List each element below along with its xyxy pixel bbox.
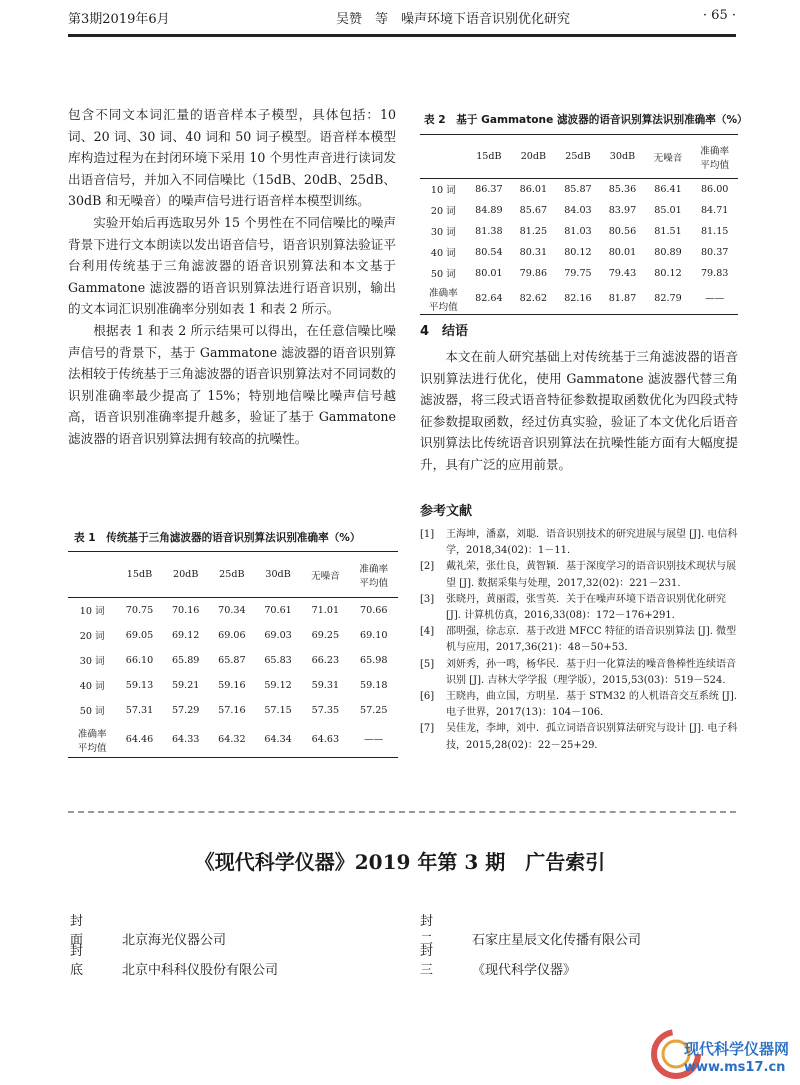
table-cell: 59.31 <box>311 679 340 691</box>
paragraph: 本文在前人研究基础上对传统基于三角滤波器的语音识别算法进行优化，使用 Gammatone 滤波器代替三角滤波器，将三段式语音特征参数提取函数优化为四段式特征参数提取函数，经过仿真实验，验证了本文优化后语音识别算法比传统语音识别算法在抗噪性能方面有大幅度提升，具有广泛的应用前景。 <box>420 349 738 472</box>
table-cell: 81.25 <box>519 225 548 237</box>
table2 <box>420 134 738 315</box>
reference-item <box>420 527 738 559</box>
table-cell: 79.75 <box>564 267 592 279</box>
ad-advertiser: 北京海光仪器公司 <box>122 933 227 948</box>
table-cell: —— <box>705 293 725 305</box>
table-cell: 79.86 <box>519 267 548 279</box>
reference-number: [2] <box>420 561 435 573</box>
row-label: 准确率 平均值 <box>77 728 107 754</box>
table-cell: 84.71 <box>700 204 729 216</box>
table-cell: 69.03 <box>264 629 292 641</box>
reference-item <box>420 689 738 721</box>
table-cell: 80.56 <box>608 225 637 237</box>
table-cell: 81.03 <box>564 225 592 237</box>
table-cell: 81.15 <box>700 225 729 237</box>
running-header <box>68 0 736 28</box>
reference-item <box>420 559 738 591</box>
table-cell: 59.12 <box>264 679 292 691</box>
table-cell: 82.62 <box>519 293 548 305</box>
table-cell: 57.15 <box>264 704 292 716</box>
paragraph: 包含不同文本词汇量的语音样本子模型，具体包括：10 词、20 词、30 词、40 词和 50 词子模型。语音样本模型库构造过程为在封闭环境下采用 10 个男性声音进行读词发出语音信号，并加入不同信噪比（15dB、20dB、25dB、30dB 和无噪音）的噪声信号进行语音样本模型训练。 <box>68 107 396 209</box>
table-cell: 80.01 <box>608 246 637 258</box>
table1 <box>68 551 398 758</box>
row-label: 30 词 <box>430 227 456 238</box>
table-row <box>420 179 738 200</box>
table-cell: 85.36 <box>608 183 637 195</box>
table-cell: 70.16 <box>171 604 200 616</box>
table-row <box>68 698 398 723</box>
table-cell: 69.25 <box>311 629 340 641</box>
table-cell: 69.10 <box>360 629 388 641</box>
table-row <box>420 263 738 284</box>
table-cell: 57.35 <box>311 704 340 716</box>
table1-caption: 表 1 传统基于三角滤波器的语音识别算法识别准确率（%） <box>74 532 361 544</box>
reference-text: 邵明强，徐志京．基于改进 MFCC 特征的语音识别算法 [J]. 微型机与应用，2017,36(21)：48－50+53． <box>446 626 737 654</box>
reference-item <box>420 624 738 656</box>
table-cell: 57.31 <box>125 704 154 716</box>
table-header-cell: 准确率 平均值 <box>700 145 730 171</box>
table-header-cell: 无噪音 <box>653 152 683 164</box>
table-cell: 70.66 <box>360 604 388 616</box>
row-label: 10 词 <box>430 185 456 197</box>
table-header-cell: 25dB <box>565 151 591 162</box>
table-cell: 69.06 <box>218 629 246 641</box>
paragraph: 实验开始后再选取另外 15 个男性在不同信噪比的噪声背景下进行文本朗读以发出语音信号，语音识别算法验证平台利用传统基于三角滤波器的语音识别算法和本文基于 Gammatone 滤波器的语音识别算法进行语音识别，输出的文本词汇识别准确率分别如表 1 和表 2 所示。 <box>68 214 396 317</box>
table-row <box>420 200 738 221</box>
table-row <box>68 723 398 758</box>
table-cell: 80.37 <box>700 246 729 258</box>
table-header-cell: 15dB <box>476 151 502 162</box>
watermark-url: www.ms17.cn <box>684 1060 786 1075</box>
table-cell: 80.12 <box>564 246 592 258</box>
table-cell: 71.01 <box>311 604 340 616</box>
table-cell: 70.34 <box>218 604 246 616</box>
table-cell: 85.67 <box>519 204 548 216</box>
table-cell: 79.83 <box>700 267 729 279</box>
watermark-site-name: 现代科学仪器网 <box>684 1040 790 1058</box>
row-label: 20 词 <box>79 631 105 642</box>
row-label: 30 词 <box>79 656 105 667</box>
reference-item <box>420 657 738 689</box>
table-cell: 82.64 <box>475 293 503 305</box>
table-cell: 80.01 <box>475 267 503 279</box>
issue-date: 第3期2019年6月 <box>68 12 170 27</box>
table-cell: 80.54 <box>475 246 503 258</box>
reference-list <box>420 527 738 754</box>
table-header-cell: 30dB <box>609 151 636 162</box>
table-cell: 82.79 <box>654 293 682 305</box>
table-cell: 86.00 <box>700 183 729 195</box>
table-row <box>68 673 398 698</box>
table-cell: 79.43 <box>608 267 637 279</box>
table-cell: 59.16 <box>218 679 246 691</box>
table-cell: 81.51 <box>654 225 682 237</box>
page-number: · 65 · <box>702 8 736 23</box>
reference-text: 刘妍秀，孙一鸣，杨华民．基于归一化算法的噪音鲁棒性连续语音识别 [J]. 吉林大学学报（理学版），2015,53(03)：519－524． <box>446 658 736 686</box>
table-header-cell <box>420 135 467 179</box>
references-heading: 参考文献 <box>420 504 473 519</box>
reference-text: 王海坤，潘嘉，刘聪．语音识别技术的研究进展与展望 [J]. 电信科学，2018,34(02)：1－11． <box>446 529 738 557</box>
table-cell: 83.97 <box>608 204 637 216</box>
ad-position: 封 二 <box>420 914 467 948</box>
table-cell: 84.03 <box>564 204 592 216</box>
table-cell: 64.34 <box>264 734 292 746</box>
ad-position: 封 面 <box>70 914 117 948</box>
table-header-cell: 20dB <box>172 569 199 580</box>
header-rule <box>68 34 736 37</box>
table-cell: 69.05 <box>125 629 154 641</box>
ad-position: 封 底 <box>70 944 117 978</box>
table-cell: 70.61 <box>264 604 292 616</box>
left-column-text <box>68 104 396 450</box>
conclusion-text <box>420 346 738 476</box>
table-row <box>420 284 738 315</box>
table-cell: 64.46 <box>125 734 154 746</box>
reference-item <box>420 592 738 624</box>
table-cell: 59.21 <box>171 679 200 691</box>
table-row <box>68 623 398 648</box>
reference-text: 吴佳龙，李坤，刘中．孤立词语音识别算法研究与设计 [J]. 电子科技，2015,28(02)：22－25+29． <box>446 723 738 751</box>
reference-number: [7] <box>420 723 435 735</box>
section-heading: 4 结语 <box>420 324 469 339</box>
reference-number: [3] <box>420 593 435 605</box>
table-row <box>68 648 398 673</box>
table-cell: 64.63 <box>311 734 340 746</box>
row-label: 20 词 <box>430 206 456 217</box>
reference-number: [6] <box>420 691 435 703</box>
table-cell: 69.12 <box>171 629 200 641</box>
reference-number: [4] <box>420 626 435 638</box>
table-cell: —— <box>364 734 384 746</box>
ad-index-title: 《现代科学仪器》2019 年第 3 期 广告索引 <box>194 850 606 874</box>
table-cell: 59.13 <box>125 679 154 691</box>
table-cell: 70.75 <box>125 604 154 616</box>
table-header-cell: 25dB <box>219 569 245 580</box>
table-cell: 85.87 <box>564 183 592 195</box>
table-cell: 65.87 <box>218 654 246 666</box>
reference-text: 王晓冉，曲立国，方明星．基于 STM32 的人机语音交互系统 [J]. 电子世界，2017(13)：104－106． <box>446 691 738 719</box>
table-cell: 80.12 <box>654 267 682 279</box>
table-cell: 86.37 <box>475 183 503 195</box>
table-row <box>420 242 738 263</box>
row-label: 10 词 <box>79 606 105 618</box>
ad-position: 封 三 <box>420 944 467 978</box>
table-cell: 66.10 <box>125 654 154 666</box>
reference-text: 戴礼荣，张仕良，黄智颖．基于深度学习的语音识别技术现状与展望 [J]. 数据采集与处理，2017,32(02)：221－231． <box>446 561 736 589</box>
table-header-cell: 准确率 平均值 <box>359 563 389 589</box>
table-header-cell: 20dB <box>520 151 547 162</box>
table-cell: 81.87 <box>608 293 637 305</box>
authors-title: 吴赞 等 噪声环境下语音识别优化研究 <box>336 12 571 27</box>
ad-advertiser: 北京中科科仪股份有限公司 <box>122 963 279 978</box>
table-cell: 86.01 <box>519 183 548 195</box>
table-cell: 65.98 <box>360 654 388 666</box>
table-cell: 65.83 <box>264 654 292 666</box>
row-label: 40 词 <box>79 681 105 692</box>
paragraph: 根据表 1 和表 2 所示结果可以得出，在任意信噪比噪声信号的背景下，基于 Gammatone 滤波器的语音识别算法相较于传统基于三角滤波器的语音识别算法对不同词数的识别准确率最少提高了 15%；特别地信噪比噪声信号越高，语音识别准确率提升越多，验证了基于 Gammatone 滤波器的语音识别算法拥有较高的抗噪性。 <box>68 322 396 446</box>
ad-advertiser: 《现代科学仪器》 <box>472 963 577 978</box>
reference-number: [1] <box>420 529 435 540</box>
ad-entry <box>420 940 576 978</box>
table-header-cell: 30dB <box>265 569 291 580</box>
table-row <box>420 221 738 242</box>
table-header-cell: 无噪音 <box>310 570 340 582</box>
table-cell: 64.33 <box>171 734 200 746</box>
table-cell: 57.25 <box>360 704 388 716</box>
table-row <box>68 598 398 623</box>
table-cell: 80.31 <box>519 246 548 258</box>
ad-advertiser: 石家庄星辰文化传播有限公司 <box>472 933 642 948</box>
table-header-cell: 15dB <box>126 569 153 580</box>
table-cell: 59.18 <box>360 679 388 691</box>
table-cell: 64.32 <box>218 734 246 746</box>
row-label: 50 词 <box>79 706 105 717</box>
row-label: 准确率 平均值 <box>428 287 458 313</box>
table-cell: 66.23 <box>311 654 340 666</box>
table-cell: 57.16 <box>218 704 246 716</box>
table-cell: 82.16 <box>564 293 592 305</box>
table-cell: 65.89 <box>171 654 200 666</box>
table-cell: 86.41 <box>654 183 682 195</box>
table-cell: 57.29 <box>171 704 200 716</box>
table2-caption: 表 2 基于 Gammatone 滤波器的语音识别算法识别准确率（%） <box>424 114 748 126</box>
table-header-cell <box>68 552 116 598</box>
table-cell: 81.38 <box>475 225 503 237</box>
row-label: 50 词 <box>430 269 456 280</box>
table-cell: 85.01 <box>654 204 682 216</box>
table-cell: 84.89 <box>475 204 503 216</box>
reference-text: 张晓丹，黄丽霞，张雪英．关于在噪声环境下语音识别优化研究 [J]. 计算机仿真，2016,33(08)：172－176+291． <box>446 593 726 622</box>
reference-number: [5] <box>420 658 435 670</box>
table-cell: 80.89 <box>654 246 682 258</box>
reference-item <box>420 721 738 753</box>
ad-entry <box>70 940 278 978</box>
divider <box>68 811 736 813</box>
row-label: 40 词 <box>430 248 456 259</box>
